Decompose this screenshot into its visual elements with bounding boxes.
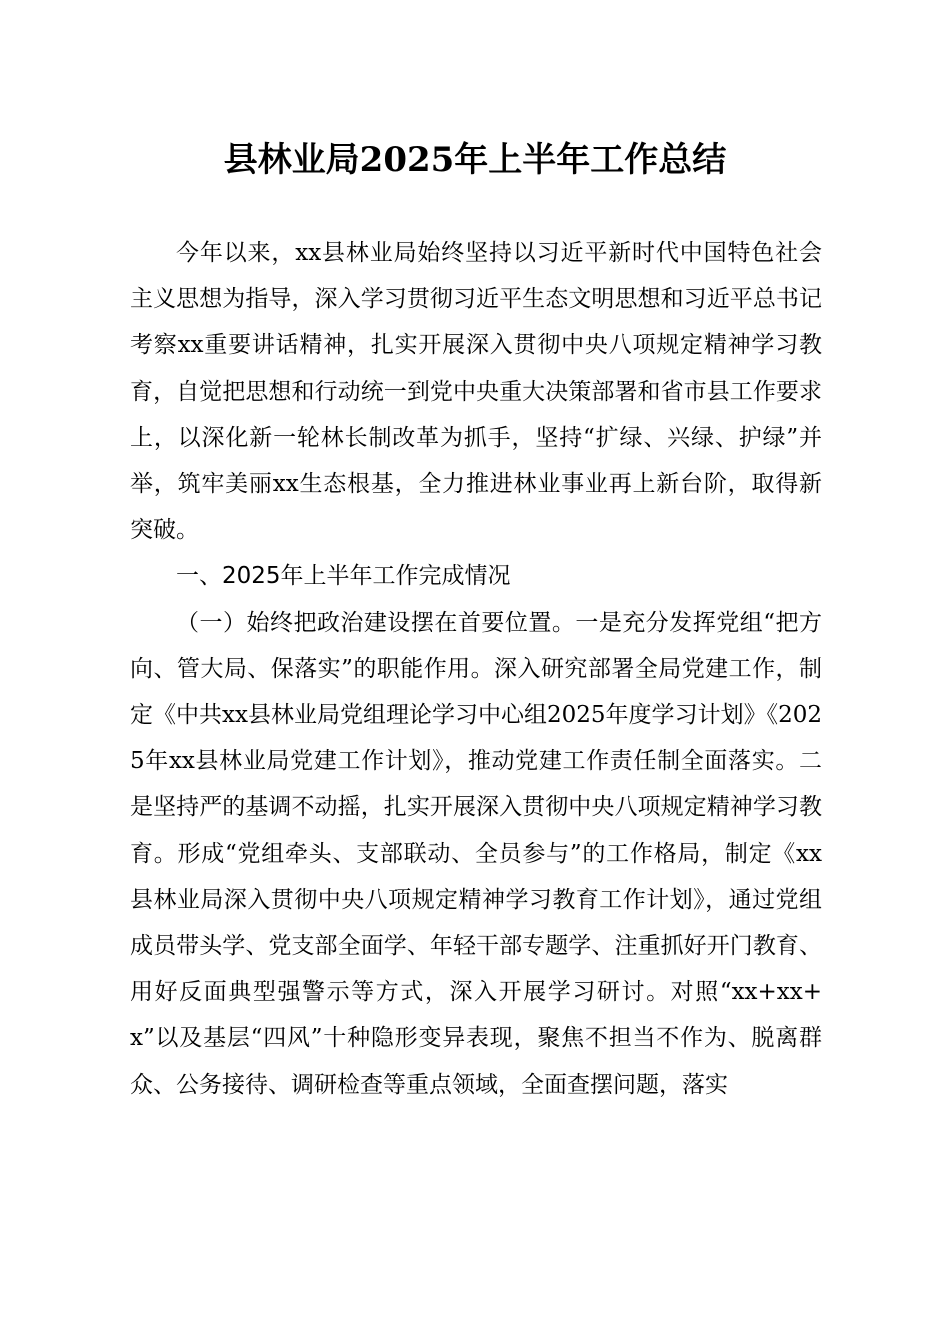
document-title: 县林业局2025年上半年工作总结 [223, 140, 727, 180]
intro-paragraph: 今年以来，xx县林业局始终坚持以习近平新时代中国特色社会主义思想为指导，深入学习贯彻习近平生态文明思想和习近平总书记考察xx重要讲话精神，扎实开展深入贯彻中央八项规定精神学习教育，自觉把思想和行动统一到党中央重大决策部署和省市县工作要求上，以深化新一轮林长制改革为抓手，坚持“扩绿、兴绿、护绿”并举，筑牢美丽xx生态根基，全力推进林业事业再上新台阶，取得新突破。 [130, 240, 822, 544]
body-paragraph: （一）始终把政治建设摆在首要位置。一是充分发挥党组“把方向、管大局、保落实”的职能作用。深入研究部署全局党建工作，制定《中共xx县林业局党组理论学习中心组2025年度学习计划》《2025年xx县林业局党建工作计划》，推动党建工作责任制全面落实。二是坚持严的基调不动摇，扎实开展深入贯彻中央八项规定精神学习教育。形成“党组牵头、支部联动、全员参与”的工作格局，制定《xx县林业局深入贯彻中央八项规定精神学习教育工作计划》，通过党组成员带头学、党支部全面学、年轻干部专题学、注重抓好开门教育、用好反面典型强警示等方式，深入开展学习研讨。对照“xx+xx+x”以及基层“四风”十种隐形变异表现，聚焦不担当不作为、脱离群众、公务接待、调研检查等重点领域，全面查摆问题，落实 [130, 609, 822, 1098]
document-body [130, 230, 822, 1108]
section-heading: 一、2025年上半年工作完成情况 [176, 563, 511, 590]
